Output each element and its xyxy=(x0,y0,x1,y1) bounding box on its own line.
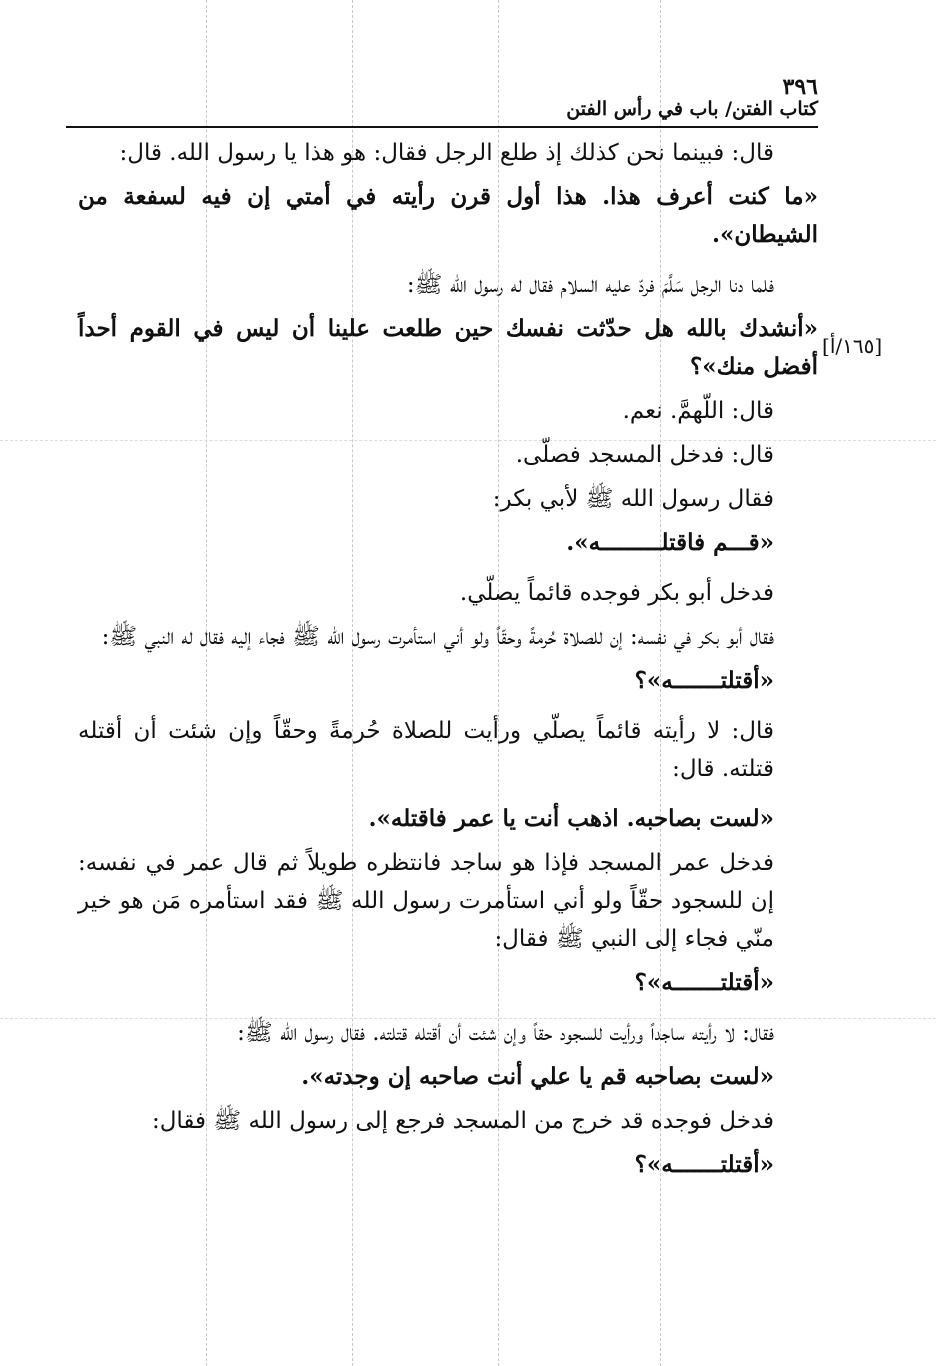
paragraph: فقال أبو بكر في نفسه: إن للصلاة حُرمةً وحقّاً ولو أني استأمرت رسول الله ﷺ فجاء إليه فقال له النبي ﷺ: xyxy=(101,624,774,650)
page-number: ٣٩٦ xyxy=(782,74,818,100)
paragraph: «أقتلتـــــــه»؟ xyxy=(634,667,774,694)
paragraph: قال: فدخل المسجد فصلّى. xyxy=(515,442,774,468)
paragraph: «أقتلتـــــــه»؟ xyxy=(634,1151,774,1178)
paragraph: فدخل عمر المسجد فإذا هو ساجد فانتظره طويلاً ثم قال عمر في نفسه: إن للسجود حقّاً ولو أني استأمرت رسول الله ﷺ فقد استأمره مَن هو خير منّي فجاء إلى النبي ﷺ فقال: xyxy=(78,850,774,952)
paragraph: «أقتلتـــــــه»؟ xyxy=(634,969,774,996)
paragraph: «لست بصاحبه قم يا علي أنت صاحبه إن وجدته». xyxy=(301,1063,774,1090)
paragraph: فقال: لا رأيته ساجداً ورأيت للسجود حقاً وإن شئت أن أقتله قتلته. فقال رسول الله ﷺ: xyxy=(237,1020,774,1046)
paragraph: قال: لا رأيته قائماً يصلّي ورأيت للصلاة حُرمةً وحقّاً وإن شئت أن أقتله قتلته. قال: xyxy=(78,718,774,782)
paragraph: قال: اللّهمَّ. نعم. xyxy=(622,398,774,424)
paragraph: «أنشدك بالله هل حدّثت نفسك حين طلعت علينا أن ليس في القوم أحداً أفضل منك»؟ xyxy=(78,315,818,380)
margin-reference: [١٦٥/أ] xyxy=(822,334,883,358)
paragraph: فقال رسول الله ﷺ لأبي بكر: xyxy=(492,486,774,512)
paragraph: «لست بصاحبه. اذهب أنت يا عمر فاقتله». xyxy=(368,805,774,832)
body-text xyxy=(78,134,818,1190)
paragraph: قال: فبينما نحن كذلك إذ طلع الرجل فقال: هو هذا يا رسول الله. قال: xyxy=(119,140,774,166)
page-header xyxy=(66,74,818,128)
paragraph: فلما دنا الرجل سَلَّمَ فردّ عليه السلام فقال له رسول الله ﷺ: xyxy=(406,272,774,298)
paragraph: فدخل فوجده قد خرج من المسجد فرجع إلى رسول الله ﷺ فقال: xyxy=(151,1108,774,1134)
paragraph: «ما كنت أعرف هذا. هذا أول قرن رأيته في أمتي إن فيه لسفعة من الشيطان». xyxy=(78,183,818,248)
running-title: كتاب الفتن/ باب في رأس الفتن xyxy=(566,98,818,120)
paragraph: «قـــم فاقتلـــــــــه». xyxy=(566,529,774,556)
paragraph: فدخل أبو بكر فوجده قائماً يصلّي. xyxy=(459,580,774,606)
